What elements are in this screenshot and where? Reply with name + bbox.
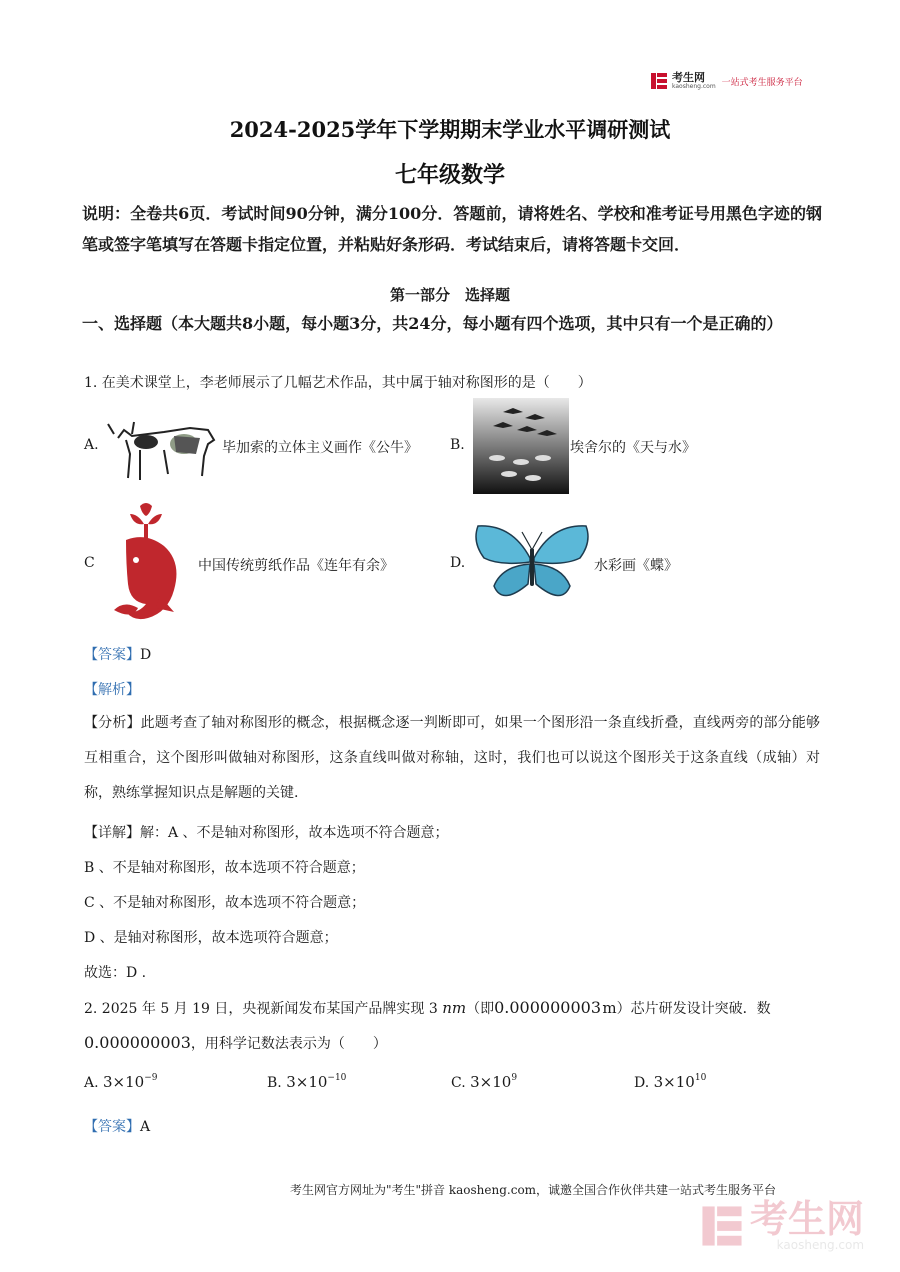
- q2-answer-label: 【答案】: [84, 1119, 140, 1135]
- q2-option-c-letter: C.: [451, 1075, 466, 1091]
- logo-slogan: 一站式考生服务平台: [721, 77, 803, 88]
- butterfly-watercolor-icon: [472, 522, 592, 606]
- q2-stem-line2: [84, 1033, 387, 1053]
- q2-stem-part2: （即: [466, 1001, 495, 1017]
- q1-detail-line: B 、不是轴对称图形，故本选项不符合题意；: [84, 860, 365, 876]
- watermark-text-block: [750, 1197, 865, 1252]
- watermark: [700, 1197, 865, 1252]
- page-footer: 考生网官方网址为"考生"拼音 kaosheng.com，诚邀全国合作伙伴共建一站式考生服务平台: [290, 1183, 777, 1197]
- q2-unit-m: m: [602, 999, 617, 1017]
- logo-domain: kaosheng.com: [672, 83, 716, 90]
- q2-answer-value: A: [140, 1119, 151, 1135]
- q2-option-a: [84, 1073, 158, 1091]
- q2-option-d-letter: D.: [634, 1075, 650, 1091]
- kaosheng-logo-icon: [650, 72, 668, 90]
- q1-option-a-letter: A.: [84, 437, 99, 453]
- sky-and-water-print-icon: [473, 398, 569, 494]
- q1-analysis-text: 【分析】此题考查了轴对称图形的概念，根据概念逐一判断即可，如果一个图形沿一条直线折叠，直线两旁的部分能够互相重合，这个图形叫做轴对称图形，这条直线叫做对称轴，这时，我们也可以说这个图形关于这条直线（成轴）对称，熟练掌握知识点是解题的关键.: [84, 715, 820, 801]
- q1-option-c-letter: C: [84, 555, 95, 571]
- bull-drawing-icon: [104, 414, 218, 484]
- section-heading: 第一部分 选择题: [389, 286, 510, 304]
- q2-stem-part3: ）芯片研发设计突破．数: [616, 1001, 771, 1017]
- q2-option-d-base: 3×10: [653, 1073, 695, 1091]
- fish-lotus-papercut-icon: [100, 500, 196, 628]
- q2-option-a-exp: −9: [144, 1073, 158, 1083]
- exam-instructions: 说明：全卷共6页．考试时间90分钟，满分100分．答题前，请将姓名、学校和准考证号用黑色字迹的钢笔或签字笔填写在答题卡指定位置，并粘贴好条形码．考试结束后，请将答题卡交回．: [82, 204, 822, 254]
- q2-option-c-exp: 9: [511, 1073, 518, 1083]
- q1-detail-line: D 、是轴对称图形，故本选项符合题意；: [84, 930, 338, 946]
- q2-unit-nm: nm: [442, 999, 467, 1017]
- exam-subtitle: 七年级数学: [394, 162, 505, 188]
- q2-number: 0.000000003: [84, 1033, 191, 1052]
- question-type-heading: 一、选择题（本大题共8小题，每小题3分，共24分，每小题有四个选项，其中只有一个是正确的）: [82, 314, 783, 333]
- q2-option-c-base: 3×10: [470, 1073, 512, 1091]
- q1-answer-value: D: [140, 647, 152, 663]
- q2-option-a-base: 3×10: [103, 1073, 145, 1091]
- watermark-domain: kaosheng.com: [776, 1238, 865, 1252]
- q2-option-a-letter: A.: [84, 1075, 99, 1091]
- q1-detail-line: C 、不是轴对称图形，故本选项不符合题意；: [84, 895, 366, 911]
- q2-stem-part1: 2. 2025 年 5 月 19 日，央视新闻发布某国产品牌实现 3: [84, 1001, 438, 1017]
- header-logo: [650, 72, 803, 90]
- q1-detail-line: 【详解】解：A 、不是轴对称图形，故本选项不符合题意；: [84, 825, 449, 841]
- q2-option-b-base: 3×10: [286, 1073, 328, 1091]
- q2-option-b: [267, 1073, 346, 1091]
- q1-option-d-caption: 水彩画《蝶》: [594, 558, 678, 574]
- q1-option-b-caption: 埃舍尔的《天与水》: [570, 440, 696, 456]
- q1-answer-row: [84, 644, 151, 664]
- q2-option-d-exp: 10: [694, 1073, 707, 1083]
- q1-option-d-letter: D.: [450, 555, 466, 571]
- kaosheng-watermark-icon: [700, 1204, 744, 1248]
- logo-brand: 考生网: [672, 71, 705, 84]
- q1-analysis-label: 【解析】: [84, 682, 140, 698]
- q1-option-c-caption: 中国传统剪纸作品《连年有余》: [198, 558, 394, 574]
- q1-stem: 1. 在美术课堂上，李老师展示了几幅艺术作品，其中属于轴对称图形的是（ ）: [84, 375, 592, 391]
- q2-option-d: [634, 1073, 706, 1091]
- exam-title: 2024-2025学年下学期期末学业水平调研测试: [229, 117, 671, 142]
- q2-stem-line2-text: ，用科学记数法表示为（ ）: [190, 1036, 387, 1052]
- q1-option-b-letter: B.: [450, 437, 465, 453]
- q2-answer-row: [84, 1116, 150, 1136]
- q2-option-c: [451, 1073, 517, 1091]
- q2-option-b-letter: B.: [267, 1075, 282, 1091]
- q1-option-a-caption: 毕加索的立体主义画作《公牛》: [222, 440, 418, 456]
- q1-detail-line: 故选：D .: [84, 965, 147, 981]
- q2-option-b-exp: −10: [327, 1073, 347, 1083]
- logo-text-block: [672, 72, 716, 90]
- q1-answer-label: 【答案】: [84, 647, 140, 663]
- watermark-brand: 考生网: [750, 1197, 865, 1241]
- q2-stem-line1: [84, 998, 771, 1018]
- q2-number-inline: 0.000000003: [494, 998, 601, 1017]
